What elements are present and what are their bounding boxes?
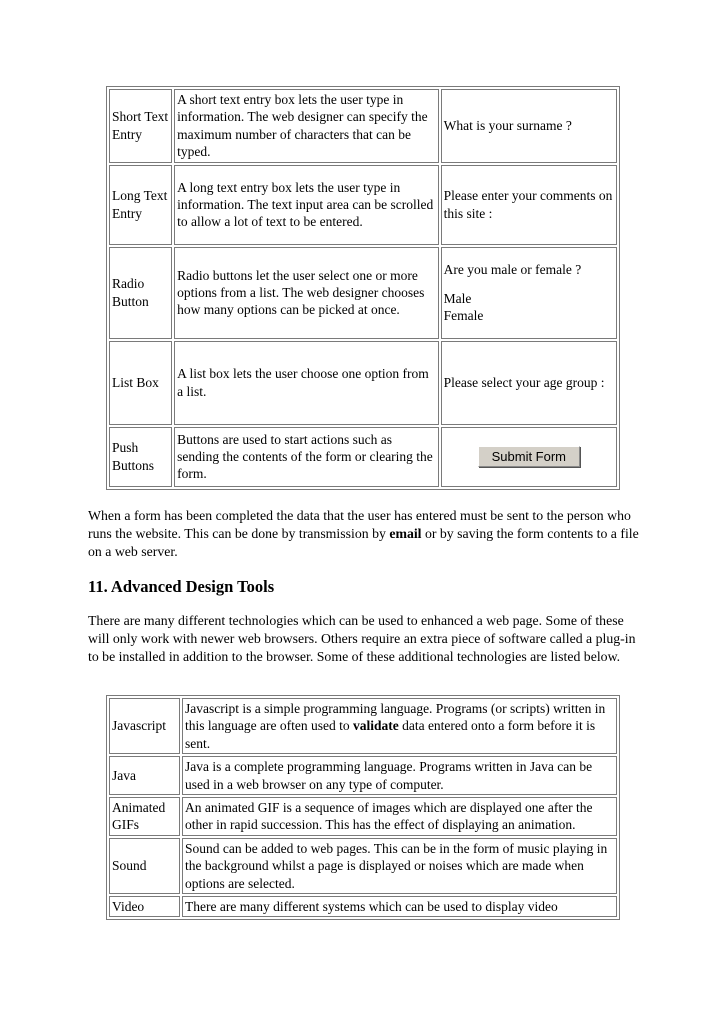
table-row	[109, 341, 617, 425]
table-row	[109, 698, 617, 754]
description-cell: Buttons are used to start actions such as sending the contents of the form or clearing the form.	[174, 427, 439, 487]
description-cell: A short text entry box lets the user type in information. The web designer can specify the maximum number of characters that can be typed.	[174, 89, 439, 163]
table-row	[109, 896, 617, 917]
table-row	[109, 165, 617, 245]
example-cell: Please select your age group :	[441, 341, 617, 425]
form-submission-paragraph: When a form has been completed the data that the user has entered must be sent to the person who runs the website. This can be done by transmission by email or by saving the form contents to a file on a web server.	[88, 508, 639, 560]
radio-option-female[interactable]: Female	[443, 307, 484, 323]
radio-option-male[interactable]: Male	[443, 290, 472, 306]
form-elements-table	[106, 86, 620, 490]
term-cell: Java	[109, 756, 180, 795]
intro-paragraph: There are many different technologies which can be used to enhanced a web page. Some of these will only work with newer web browsers. Others require an extra piece of software called a plug-in to be installed in addition to the browser. Some of these additional technologies are listed below.	[88, 613, 636, 665]
term-cell: List Box	[109, 341, 172, 425]
example-cell	[441, 247, 617, 339]
term-cell: Long Text Entry	[109, 165, 172, 245]
table-row	[109, 756, 617, 795]
table-row	[109, 838, 617, 894]
design-tools-table	[106, 695, 620, 920]
description-cell: Sound can be added to web pages. This can be in the form of music playing in the background whilst a page is displayed or noises which are made when options are selected.	[182, 838, 617, 894]
term-cell: Sound	[109, 838, 180, 894]
term-cell: Javascript	[109, 698, 180, 754]
example-cell: What is your surname ?	[441, 89, 617, 163]
description-cell: An animated GIF is a sequence of images which are displayed one after the other in rapid succession. This has the effect of displaying an animation.	[182, 797, 617, 836]
description-cell: Radio buttons let the user select one or more options from a list. The web designer chooses how many options can be picked at once.	[174, 247, 439, 339]
description-cell: A long text entry box lets the user type in information. The text input area can be scrolled to allow a lot of text to be entered.	[174, 165, 439, 245]
description-cell: A list box lets the user choose one option from a list.	[174, 341, 439, 425]
submit-form-button[interactable]: Submit Form	[478, 446, 580, 467]
description-cell: Java is a complete programming language. Programs written in Java can be used in a web browser on any type of computer.	[182, 756, 617, 795]
table-row	[109, 247, 617, 339]
term-cell: Animated GIFs	[109, 797, 180, 836]
description-cell: Javascript is a simple programming language. Programs (or scripts) written in this language are often used to validate data entered onto a form before it is sent.	[182, 698, 617, 754]
example-cell	[441, 427, 617, 487]
table-row	[109, 89, 617, 163]
table-row	[109, 427, 617, 487]
table-row	[109, 797, 617, 836]
description-cell: There are many different systems which can be used to display video	[182, 896, 617, 917]
example-cell: Please enter your comments on this site :	[441, 165, 617, 245]
term-cell: Push Buttons	[109, 427, 172, 487]
term-cell: Short Text Entry	[109, 89, 172, 163]
term-cell: Video	[109, 896, 180, 917]
radio-question: Are you male or female ?	[443, 262, 582, 278]
term-cell: Radio Button	[109, 247, 172, 339]
section-heading: 11. Advanced Design Tools	[88, 577, 275, 596]
